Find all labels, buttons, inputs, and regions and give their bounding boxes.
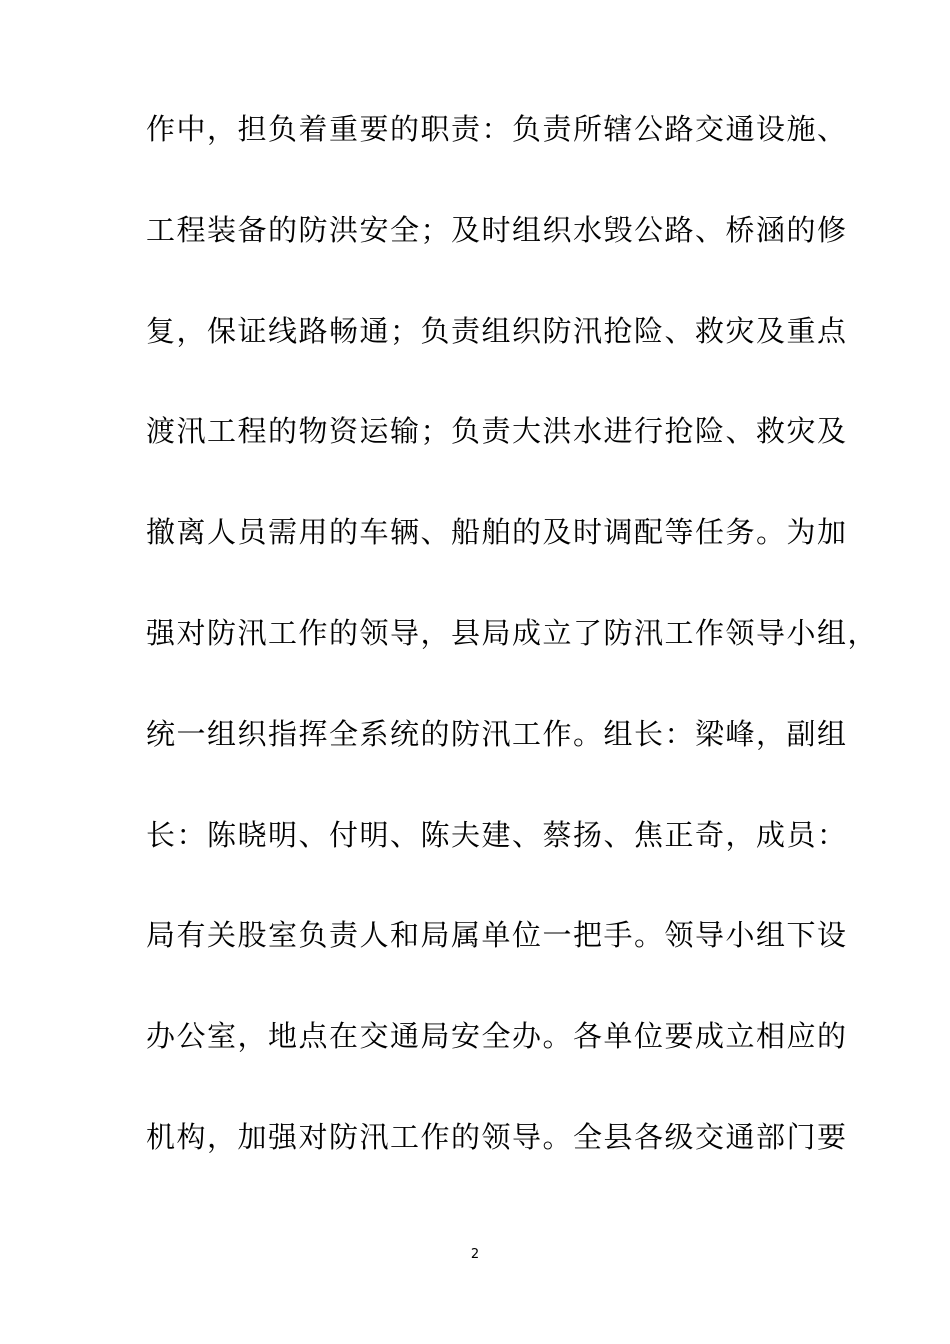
- body-text: [146, 102, 879, 1211]
- text-line-6: 强对防汛工作的领导，县局成立了防汛工作领导小组，: [146, 615, 879, 650]
- text-line-4: 渡汛工程的物资运输；负责大洪水进行抢险、救灾及: [146, 414, 848, 449]
- text-line-1: 作中，担负着重要的职责：负责所辖公路交通设施、: [146, 112, 848, 146]
- text-line-3: 复，保证线路畅通；负责组织防汛抢险、救灾及重点: [146, 313, 848, 348]
- text-line-9: 局有关股室负责人和局属单位一把手。领导小组下设: [146, 918, 848, 953]
- page-number: 2: [470, 1247, 480, 1262]
- text-line-10: 办公室，地点在交通局安全办。各单位要成立相应的: [146, 1019, 848, 1054]
- text-line-11: 机构，加强对防汛工作的领导。全县各级交通部门要: [146, 1119, 848, 1154]
- text-line-8: 长：陈晓明、付明、陈夫建、蔡扬、焦正奇，成员：: [146, 817, 848, 852]
- text-line-7: 统一组织指挥全系统的防汛工作。组长：梁峰，副组: [146, 716, 848, 751]
- text-line-2: 工程装备的防洪安全；及时组织水毁公路、桥涵的修: [146, 212, 848, 247]
- text-line-5: 撤离人员需用的车辆、船舶的及时调配等任务。为加: [146, 515, 848, 550]
